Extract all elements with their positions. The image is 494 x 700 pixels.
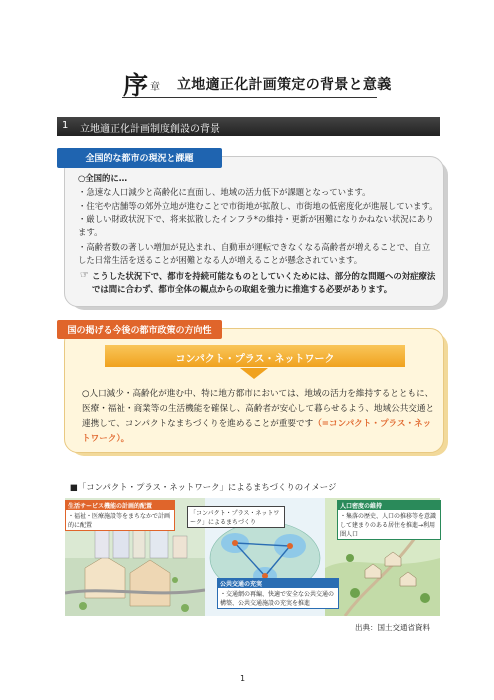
box1-item: ・住宅や店舗等の郊外立地が進むことで市街地が拡散し、市街地の低密度化が進展しています。 bbox=[78, 201, 438, 211]
chapter-underline bbox=[122, 97, 377, 98]
population-desc: ・集落の歴史、人口の推移等を意識して建まりのある居住を推進→利用圏人口 bbox=[340, 513, 437, 538]
compact-network-illustration bbox=[65, 498, 440, 616]
pointing-hand-icon: ☞ bbox=[80, 270, 89, 281]
life-service-callout bbox=[65, 500, 175, 531]
box1-item: ・高齢者数の著しい増加が見込まれ、自動車が運転できなくなる高齢者が増えることで、自立した日常生活を送ることが困難となる人が増えることが懸念されています。 bbox=[78, 242, 431, 265]
down-arrow-icon bbox=[240, 368, 268, 379]
population-title: 人口密度の維持 bbox=[338, 501, 440, 510]
box1-heading: ○全国的に… bbox=[78, 173, 128, 183]
policy-text-highlight: （=コンパクト・プラス・ネットワーク）。 bbox=[82, 419, 432, 444]
box1-tab-label: 全国的な都市の現況と課題 bbox=[85, 154, 194, 164]
figure-source: 出典：国土交通省資料 bbox=[355, 623, 430, 632]
life-service-desc: ・福祉・医療施設等をまちなかで計画的に配置 bbox=[68, 513, 171, 529]
box1-item: ・急速な人口減少と高齢化に直面し、地域の活力低下が課題となっています。 bbox=[78, 187, 371, 197]
transit-desc: ・交通網の再編、快適で安全な公共交通の構築、公共交通施設の充実を推進 bbox=[220, 591, 335, 607]
transit-callout bbox=[217, 578, 339, 609]
cpn-callout: 「コンパクト・プラス・ネットワーク」によるまちづくり bbox=[187, 506, 285, 528]
banner-label: コンパクト・プラス・ネットワーク bbox=[175, 354, 335, 365]
section-number: 1 bbox=[62, 120, 69, 131]
population-callout bbox=[337, 500, 441, 540]
box1-conclusion: こうした状況下で、都市を持続可能なものとしていくためには、部分的な問題への対症療法では間に合わず、都市全体の観点からの取組を強力に推進する必要があります。 bbox=[92, 271, 436, 294]
policy-text-main: ○人口減少・高齢化が進む中、特に地方都市においては、地域の活力を維持するとともに、医療・福祉・商業等の生活機能を確保し、高齢者が安心して暮らせるよう、地域公共交通と連携して、コンパクトなまちづくりを進めることが重要です bbox=[82, 389, 435, 429]
section-title: 立地適正化計画制度創設の背景 bbox=[80, 124, 220, 135]
figure-caption: ■「コンパクト・プラス・ネットワーク」によるまちづくりのイメージ bbox=[70, 482, 337, 492]
chapter-kanji: 序 bbox=[123, 71, 149, 100]
box1-item: ・厳しい財政状況下で、将来拡散したインフラ*の維持・更新が困難になりかねない状況にあります。 bbox=[78, 214, 434, 237]
page-number: 1 bbox=[240, 674, 246, 683]
chapter-title: 立地適正化計画策定の背景と意義 bbox=[177, 77, 392, 93]
box2-tab-label: 国の掲げる今後の都市政策の方向性 bbox=[67, 326, 212, 336]
transit-title: 公共交通の充実 bbox=[218, 579, 338, 588]
life-service-title: 生活サービス機能の計画的配置 bbox=[66, 501, 174, 510]
policy-text bbox=[82, 387, 437, 447]
chapter-suffix: 章 bbox=[150, 82, 160, 93]
